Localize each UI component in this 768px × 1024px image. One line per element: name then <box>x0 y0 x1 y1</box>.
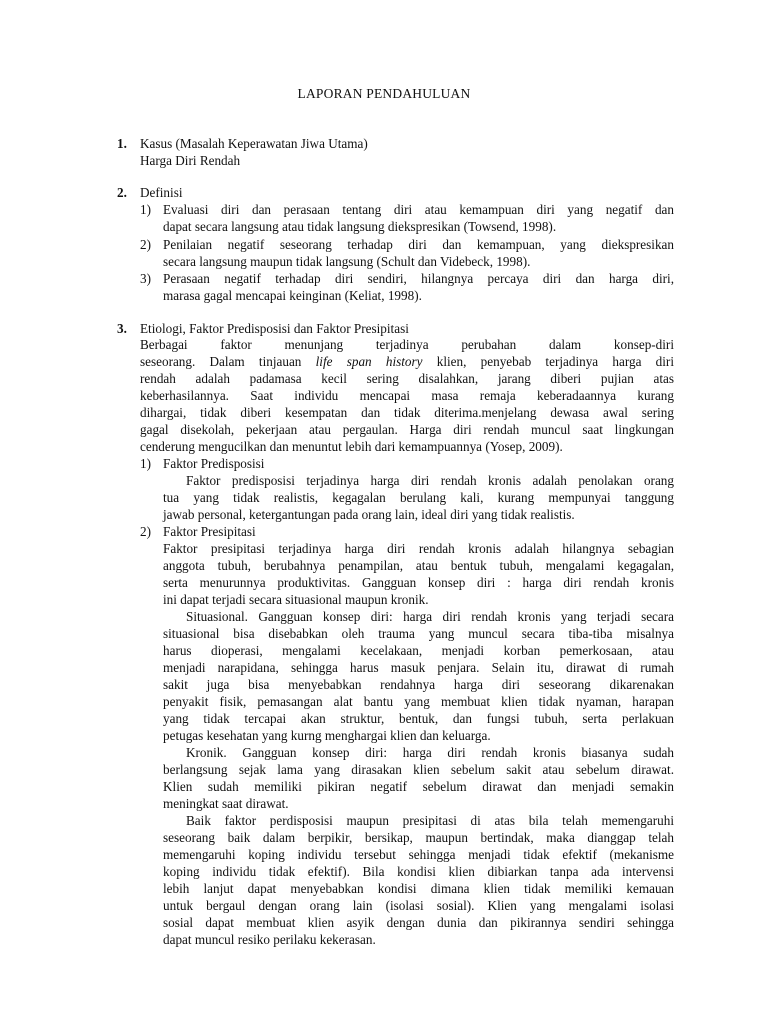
situasional-line-6: penyakit fisik, pemasangan alat bantu yang membuat klien tidak nyaman, harapan <box>163 694 674 709</box>
definition-2-line-2: secara langsung maupun tidak langsung (Schult dan Videbeck, 1998). <box>163 254 531 269</box>
predisposisi-line-1: Faktor predisposisi terjadinya harga diri rendah kronis adalah penolakan orang <box>186 473 674 488</box>
situasional-line-2: situasional bisa disebabkan oleh trauma yang muncul secara tiba-tiba misalnya <box>163 626 674 641</box>
kronik-line-4: meningkat saat dirawat. <box>163 796 289 811</box>
section-2-number: 2. <box>117 185 127 200</box>
definition-1-number: 1) <box>140 202 151 217</box>
closing-line-5: lebih lanjut dapat menyebabkan kondisi dimana klien tidak memiliki kemauan <box>163 881 674 896</box>
closing-line-2: seseorang baik dalam berpikir, bersikap, maupun bertindak, maka dianggap telah <box>163 830 674 845</box>
closing-line-6: untuk bergaul dengan orang lain (isolasi sosial). Klien yang mengalami isolasi <box>163 898 674 913</box>
situasional-line-3: harus dioperasi, mengalami kecelakaan, menjadi korban pemerkosaan, atau <box>163 643 674 658</box>
closing-line-3: memengaruhi koping individu tersebut sehingga menjadi tidak efektif (mekanisme <box>163 847 674 862</box>
definition-2-line-1: Penilaian negatif seseorang terhadap diri dan kemampuan, yang diekspresikan <box>163 237 674 252</box>
predisposisi-line-2: tua yang tidak realistis, kegagalan berulang kali, kurang mempunyai tanggung <box>163 490 674 505</box>
page-title: LAPORAN PENDAHULUAN <box>297 86 471 101</box>
etiology-intro-line-6: gagal disekolah, pekerjaan atau pergaulan. Harga diri rendah muncul saat lingkungan <box>140 422 674 437</box>
section-3-number: 3. <box>117 321 127 336</box>
predisposisi-heading: Faktor Predisposisi <box>163 456 265 471</box>
situasional-line-7: yang tidak tercapai akan struktur, bentuk, dan fungsi tubuh, serta perlakuan <box>163 711 674 726</box>
presipitasi-heading: Faktor Presipitasi <box>163 524 256 539</box>
situasional-line-8: petugas kesehatan yang kurng menghargai klien dan keluarga. <box>163 728 491 743</box>
definition-2-number: 2) <box>140 237 151 252</box>
kronik-line-1: Kronik. Gangguan konsep diri: harga diri rendah kronis biasanya sudah <box>186 745 674 760</box>
section-1-heading: Kasus (Masalah Keperawatan Jiwa Utama) <box>140 136 368 151</box>
presipitasi-p1-line-3: serta menurunnya produktivitas. Gangguan konsep diri : harga diri rendah kronis <box>163 575 674 590</box>
section-3-heading: Etiologi, Faktor Predisposisi dan Faktor Presipitasi <box>140 321 409 336</box>
situasional-line-5: sakit juga bisa menyebabkan rendahnya harga diri seseorang dikarenakan <box>163 677 674 692</box>
life-span-history-term: life span history <box>315 354 423 369</box>
section-1-subheading: Harga Diri Rendah <box>140 153 241 168</box>
etiology-intro-line-3: rendah adalah padamasa kecil sering disalahkan, jarang diberi pujian atas <box>140 371 674 386</box>
definition-1-line-2: dapat secara langsung atau tidak langsung diekspresikan (Towsend, 1998). <box>163 219 557 234</box>
definition-3-line-2: marasa gagal mencapai keinginan (Keliat, 1998). <box>163 288 422 303</box>
etiology-intro-line-2: seseorang. Dalam tinjauan life span history klien, penyebab terjadinya harga diri <box>140 354 674 369</box>
presipitasi-p1-line-2: anggota tubuh, berubahnya penampilan, atau bentuk tubuh, mengalami kegagalan, <box>163 558 674 573</box>
closing-line-8: dapat muncul resiko perilaku kekerasan. <box>163 932 376 947</box>
etiology-intro-line-4: keberhasilannya. Saat individu mencapai masa remaja keberadaannya kurang <box>140 388 674 403</box>
etiology-intro-line-1: Berbagai faktor menunjang terjadinya perubahan dalam konsep-diri <box>140 337 674 352</box>
presipitasi-p1-line-4: ini dapat terjadi secara situasional maupun kronik. <box>163 592 429 607</box>
etiology-intro-line-5: dihargai, tidak diberi kesempatan dan tidak diterima.menjelang dewasa awal sering <box>140 405 674 420</box>
predisposisi-line-3: jawab personal, ketergantungan pada orang lain, ideal diri yang tidak realistis. <box>163 507 575 522</box>
closing-line-4: koping individu tidak efektif). Bila kondisi klien dibiarkan tanpa ada intervensi <box>163 864 674 879</box>
section-1-number: 1. <box>117 136 127 151</box>
section-2-heading: Definisi <box>140 185 183 200</box>
definition-3-number: 3) <box>140 271 151 286</box>
definition-3-line-1: Perasaan negatif terhadap diri sendiri, hilangnya percaya diri dan harga diri, <box>163 271 674 286</box>
situasional-line-1: Situasional. Gangguan konsep diri: harga diri rendah kronis yang terjadi secara <box>186 609 674 624</box>
etiology-intro-line-7: cenderung mengucilkan dan menuntut lebih dari kemampuannya (Yosep, 2009). <box>140 439 563 454</box>
situasional-line-4: menjadi narapidana, sehingga harus masuk penjara. Selain itu, dirawat di rumah <box>163 660 674 675</box>
predisposisi-number: 1) <box>140 456 151 471</box>
definition-1-line-1: Evaluasi diri dan perasaan tentang diri atau kemampuan diri yang negatif dan <box>163 202 674 217</box>
kronik-line-2: berlangsung sejak lama yang dirasakan klien sebelum sakit atau sebelum dirawat. <box>163 762 674 777</box>
presipitasi-number: 2) <box>140 524 151 539</box>
closing-line-1: Baik faktor perdisposisi maupun presipitasi di atas bila telah memengaruhi <box>186 813 674 828</box>
closing-line-7: sosial dapat membuat klien asyik dengan dunia dan pikirannya sendiri sehingga <box>163 915 674 930</box>
kronik-line-3: Klien sudah memiliki pikiran negatif sebelum dirawat dan menjadi semakin <box>163 779 674 794</box>
presipitasi-p1-line-1: Faktor presipitasi terjadinya harga diri rendah kronis adalah hilangnya sebagian <box>163 541 674 556</box>
